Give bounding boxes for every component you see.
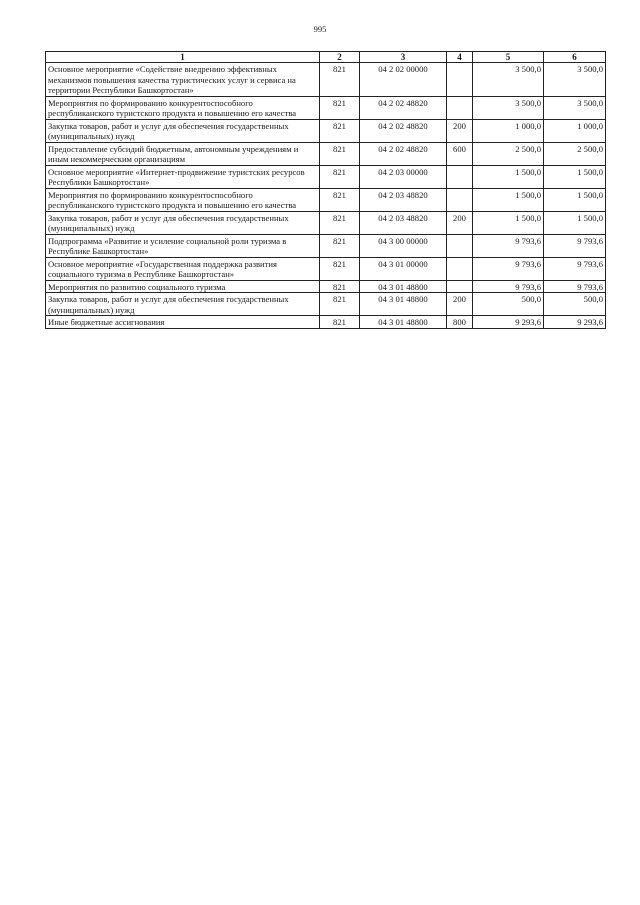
table-row: [46, 316, 606, 329]
row-expense-type-cell: 200: [447, 119, 473, 142]
row-amount-cell: 3 500,0: [544, 96, 606, 119]
row-expense-type-cell: 600: [447, 142, 473, 165]
row-name-cell: Мероприятия по формированию конкурентоспособного республиканского туристского продукта и повышению его качества: [46, 96, 320, 119]
row-target-item-cell: 04 3 00 00000: [360, 234, 447, 257]
row-target-item-cell: 04 2 03 48820: [360, 188, 447, 211]
row-name-cell: Мероприятия по развитию социального туризма: [46, 280, 320, 293]
row-amount-cell: 9 293,6: [544, 316, 606, 329]
row-amount-cell: 9 293,6: [473, 316, 544, 329]
row-target-item-cell: 04 2 02 48820: [360, 96, 447, 119]
row-amount-cell: 9 793,6: [544, 280, 606, 293]
row-amount-cell: 3 500,0: [544, 63, 606, 97]
column-header: 4: [447, 52, 473, 63]
row-name-cell: Мероприятия по формированию конкурентоспособного республиканского туристского продукта и повышению его качества: [46, 188, 320, 211]
row-expense-type-cell: [447, 257, 473, 280]
page-number: 995: [313, 24, 327, 34]
row-expense-type-cell: [447, 96, 473, 119]
row-expense-type-cell: [447, 234, 473, 257]
row-target-item-cell: 04 2 02 48820: [360, 142, 447, 165]
budget-table: [45, 51, 606, 329]
column-header: 3: [360, 52, 447, 63]
row-amount-cell: 1 500,0: [473, 165, 544, 188]
row-amount-cell: 1 500,0: [544, 211, 606, 234]
row-code-cell: 821: [320, 211, 360, 234]
row-expense-type-cell: [447, 188, 473, 211]
column-header: 2: [320, 52, 360, 63]
table-row: [46, 165, 606, 188]
row-amount-cell: 2 500,0: [473, 142, 544, 165]
row-amount-cell: 1 500,0: [544, 165, 606, 188]
row-expense-type-cell: 200: [447, 211, 473, 234]
row-target-item-cell: 04 2 03 48820: [360, 211, 447, 234]
row-target-item-cell: 04 2 02 48820: [360, 119, 447, 142]
row-name-cell: Закупка товаров, работ и услуг для обеспечения государственных (муниципальных) нужд: [46, 119, 320, 142]
row-code-cell: 821: [320, 96, 360, 119]
row-target-item-cell: 04 2 03 00000: [360, 165, 447, 188]
row-name-cell: Основное мероприятие «Интернет-продвижение туристских ресурсов Республики Башкортостан»: [46, 165, 320, 188]
row-amount-cell: 1 000,0: [473, 119, 544, 142]
row-code-cell: 821: [320, 119, 360, 142]
row-name-cell: Закупка товаров, работ и услуг для обеспечения государственных (муниципальных) нужд: [46, 211, 320, 234]
row-code-cell: 821: [320, 280, 360, 293]
table-row: [46, 211, 606, 234]
table-row: [46, 188, 606, 211]
row-code-cell: 821: [320, 142, 360, 165]
table-header-row: [46, 52, 606, 63]
column-header: 1: [46, 52, 320, 63]
row-amount-cell: 3 500,0: [473, 96, 544, 119]
row-amount-cell: 500,0: [473, 293, 544, 316]
row-amount-cell: 9 793,6: [544, 234, 606, 257]
row-target-item-cell: 04 2 02 00000: [360, 63, 447, 97]
table-row: [46, 293, 606, 316]
row-expense-type-cell: [447, 63, 473, 97]
row-name-cell: Основное мероприятие «Государственная поддержка развития социального туризма в Республике Башкортостан»: [46, 257, 320, 280]
row-expense-type-cell: [447, 280, 473, 293]
row-target-item-cell: 04 3 01 00000: [360, 257, 447, 280]
row-amount-cell: 1 000,0: [544, 119, 606, 142]
table-row: [46, 96, 606, 119]
table-row: [46, 119, 606, 142]
column-header: 5: [473, 52, 544, 63]
row-amount-cell: 9 793,6: [473, 280, 544, 293]
row-amount-cell: 2 500,0: [544, 142, 606, 165]
row-name-cell: Предоставление субсидий бюджетным, автономным учреждениям и иным некоммерческим организациям: [46, 142, 320, 165]
row-code-cell: 821: [320, 63, 360, 97]
row-code-cell: 821: [320, 234, 360, 257]
row-code-cell: 821: [320, 257, 360, 280]
row-target-item-cell: 04 3 01 48800: [360, 316, 447, 329]
row-amount-cell: 9 793,6: [473, 234, 544, 257]
row-expense-type-cell: 800: [447, 316, 473, 329]
row-code-cell: 821: [320, 188, 360, 211]
table-row: [46, 63, 606, 97]
row-name-cell: Основное мероприятие «Содействие внедрению эффективных механизмов повышения качества туристических услуг и сервиса на территории Республики Башкортостан»: [46, 63, 320, 97]
row-name-cell: Иные бюджетные ассигнования: [46, 316, 320, 329]
row-target-item-cell: 04 3 01 48800: [360, 280, 447, 293]
row-expense-type-cell: [447, 165, 473, 188]
row-amount-cell: 500,0: [544, 293, 606, 316]
row-amount-cell: 1 500,0: [544, 188, 606, 211]
row-name-cell: Закупка товаров, работ и услуг для обеспечения государственных (муниципальных) нужд: [46, 293, 320, 316]
column-header: 6: [544, 52, 606, 63]
row-code-cell: 821: [320, 293, 360, 316]
row-expense-type-cell: 200: [447, 293, 473, 316]
row-code-cell: 821: [320, 316, 360, 329]
row-amount-cell: 9 793,6: [544, 257, 606, 280]
table-row: [46, 234, 606, 257]
row-amount-cell: 1 500,0: [473, 188, 544, 211]
row-amount-cell: 1 500,0: [473, 211, 544, 234]
row-amount-cell: 9 793,6: [473, 257, 544, 280]
row-code-cell: 821: [320, 165, 360, 188]
row-target-item-cell: 04 3 01 48800: [360, 293, 447, 316]
table-row: [46, 257, 606, 280]
row-amount-cell: 3 500,0: [473, 63, 544, 97]
table-row: [46, 142, 606, 165]
row-name-cell: Подпрограмма «Развитие и усиление социальной роли туризма в Республике Башкортостан»: [46, 234, 320, 257]
table-row: [46, 280, 606, 293]
